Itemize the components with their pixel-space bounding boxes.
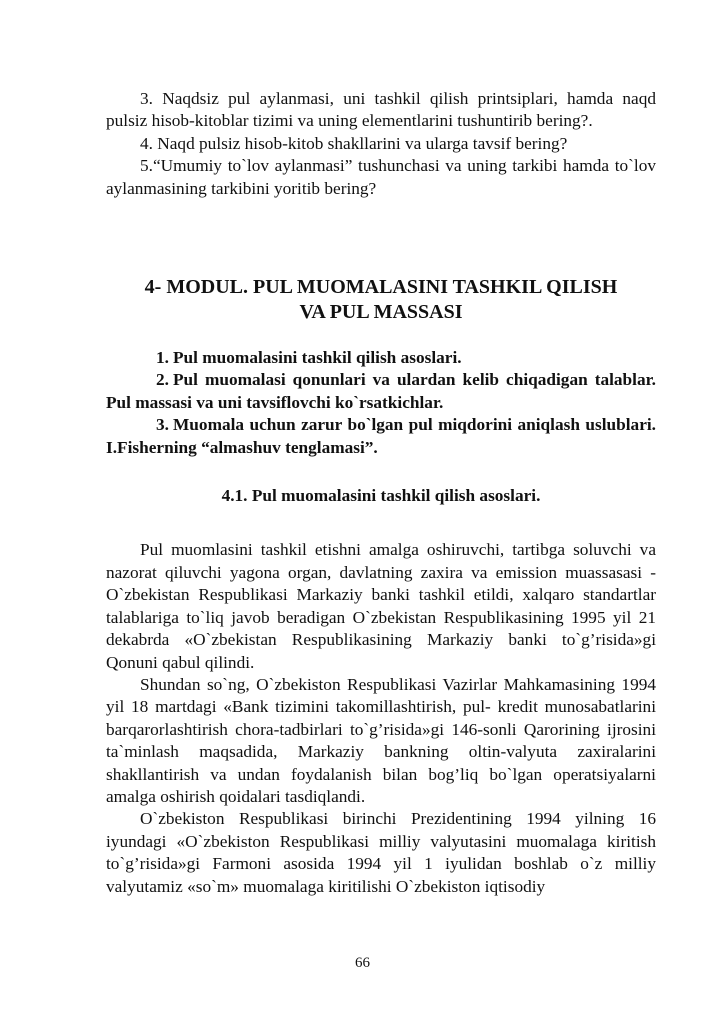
review-questions	[106, 88, 656, 200]
section-title: 4.1. Pul muomalasini tashkil qilish asoslari.	[221, 486, 541, 506]
plan-item: 2. Pul muomalasi qonunlari va ulardan kelib chiqadigan talablar. Pul massasi va uni tavsiflovchi ko`rsatkichlar.	[106, 370, 656, 412]
plan-item: 1. Pul muomalasini tashkil qilish asoslari.	[156, 348, 462, 368]
plan-item: 3. Muomala uchun zarur bo`lgan pul miqdorini aniqlash uslublari. I.Fisherning “almashuv tenglamasi”.	[106, 415, 656, 457]
module-title-line-1: 4- MODUL. PUL MUOMALASINI TASHKIL QILISH	[144, 276, 618, 299]
question-3: 3. Naqdsiz pul aylanmasi, uni tashkil qilish printsiplari, hamda naqd pulsiz hisob-kitoblar tizimi va uning elementlarini tushuntirib bering?.	[106, 89, 656, 131]
page-content	[106, 88, 656, 898]
module-title	[106, 275, 656, 325]
question-5: 5.“Umumiy to`lov aylanmasi” tushunchasi va uning tarkibi hamda to`lov aylanmasining tarkibini yoritib bering?	[106, 156, 656, 198]
question-4: 4. Naqd pulsiz hisob-kitob shakllarini va ularga tavsif bering?	[140, 133, 568, 153]
section-body	[106, 539, 656, 898]
module-plan	[106, 347, 656, 459]
body-paragraph: Pul muomlasini tashkil etishni amalga oshiruvchi, tartibga soluvchi va nazorat qiluvchi yagona organ, davlatning zaxira va emission muassasasi - O`zbekistan Respublikasi Markaziy banki tashkil etildi, xalqaro standartlar talablariga to`liq javob beradigan O`zbekistan Respublikasining 1995 yil 21 dekabrda «O`zbekistan Respublikasining Markaziy banki to`g’risida»gi Qonuni qabul qilindi.	[106, 540, 656, 672]
body-paragraph: Shundan so`ng, O`zbekiston Respublikasi Vazirlar Mahkamasining 1994 yil 18 martdagi «Bank tizimini takomillashtirish, pul- kredit munosabatlarini barqarorlashtirish chora-tadbirlari to`g’risida»gi 146-sonli Qarorining ijrosini ta`minlash maqsadida, Markaziy bankning oltin-valyuta zaxiralarini shakllantirish va undan foydalanish bilan bog’liq bo`lgan operatsiyalarni amalga oshirish qoidalari tasdiqlandi.	[106, 674, 656, 806]
page-number: 66	[355, 955, 370, 971]
body-paragraph: O`zbekiston Respublikasi birinchi Prezidentining 1994 yilning 16 iyundagi «O`zbekiston Respublikasi milliy valyutasini muomalaga kiritish to`g’risida»gi Farmoni asosida 1994 yil 1 iyulidan boshlab o`z milliy valyutamiz «so`m» muomalaga kiritilishi O`zbekiston iqtisodiy	[106, 809, 656, 896]
module-title-line-2: VA PUL MASSASI	[299, 301, 463, 324]
